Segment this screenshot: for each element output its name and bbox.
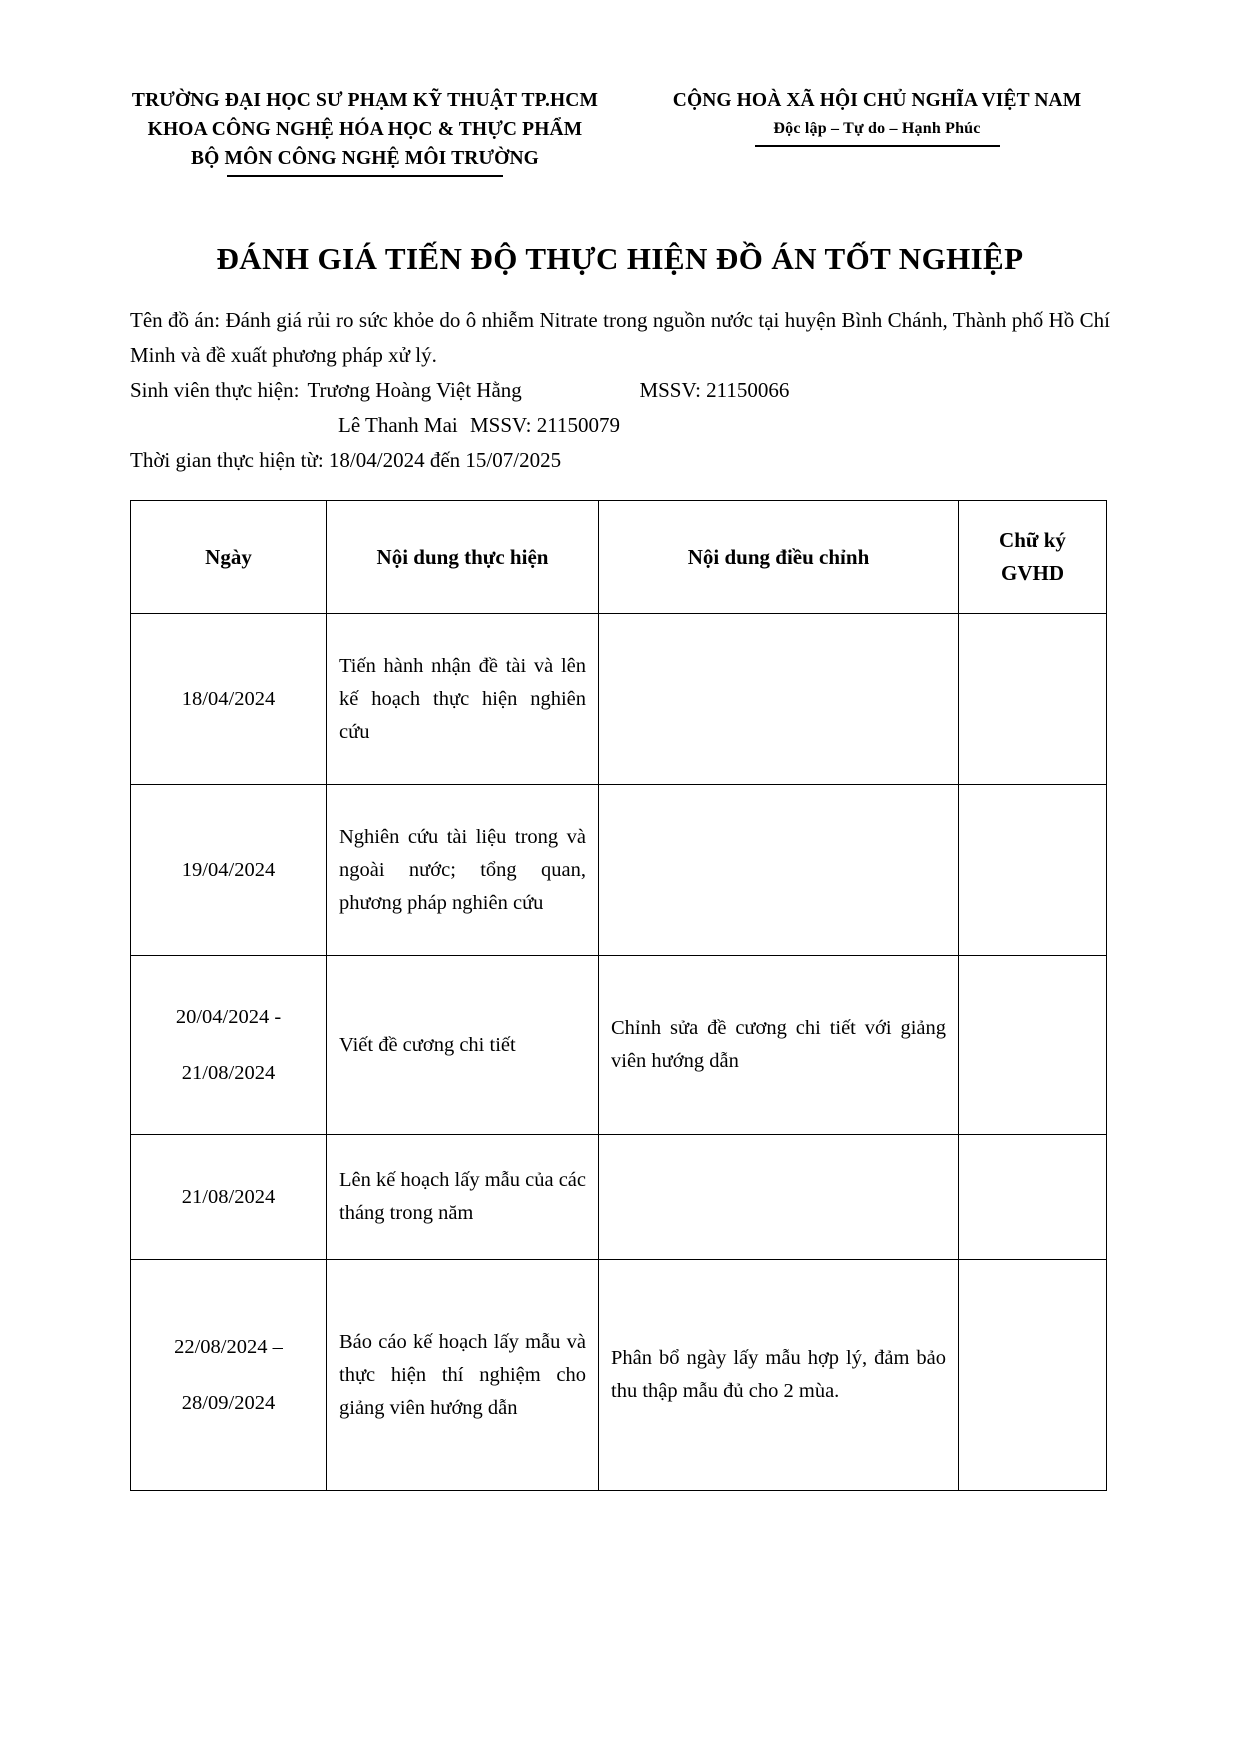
- cell-work: Tiến hành nhận đề tài và lên kế hoạch thực hiện nghiên cứu: [327, 614, 599, 785]
- student-row: [130, 408, 1110, 443]
- department-name: BỘ MÔN CÔNG NGHỆ MÔI TRƯỜNG: [190, 148, 539, 169]
- cell-signature[interactable]: [959, 614, 1107, 785]
- cell-work: Báo cáo kế hoạch lấy mẫu và thực hiện thí nghiệm cho giảng viên hướng dẫn: [327, 1260, 599, 1491]
- national-block: [662, 86, 1092, 147]
- column-header-date: Ngày: [131, 501, 327, 614]
- column-header-adjust: Nội dung điều chỉnh: [599, 501, 959, 614]
- cell-date: 18/04/2024: [131, 614, 327, 785]
- table-row: [131, 614, 1107, 785]
- cell-date-line2: 28/09/2024: [181, 1392, 276, 1414]
- cell-date: [131, 956, 327, 1135]
- student-id: MSSV: 21150079: [470, 413, 620, 437]
- header-divider-right: [755, 145, 1000, 147]
- cell-date-line2: 21/08/2024: [181, 1062, 276, 1084]
- country-name: CỘNG HOÀ XÃ HỘI CHỦ NGHĨA VIỆT NAM: [672, 90, 1082, 111]
- table-header-row: [131, 501, 1107, 614]
- student-id: MSSV: 21150066: [639, 378, 790, 402]
- cell-adjust: Chỉnh sửa đề cương chi tiết với giảng viên hướng dẫn: [599, 956, 959, 1135]
- table-row: [131, 1135, 1107, 1260]
- column-header-signature-line2: GVHD: [1001, 561, 1064, 585]
- page-title: ĐÁNH GIÁ TIẾN ĐỘ THỰC HIỆN ĐỒ ÁN TỐT NGHIỆP: [216, 241, 1024, 276]
- faculty-name: KHOA CÔNG NGHỆ HÓA HỌC & THỰC PHẨM: [147, 119, 583, 140]
- cell-signature[interactable]: [959, 1260, 1107, 1491]
- cell-date: 21/08/2024: [131, 1135, 327, 1260]
- period-line: Thời gian thực hiện từ: 18/04/2024 đến 15/07/2025: [130, 448, 562, 472]
- table-row: [131, 956, 1107, 1135]
- cell-date-line1: 20/04/2024 -: [175, 1006, 282, 1028]
- student-name: Trương Hoàng Việt Hằng: [307, 378, 522, 402]
- cell-adjust: [599, 1135, 959, 1260]
- institution-block: [130, 86, 600, 177]
- cell-adjust: Phân bổ ngày lấy mẫu hợp lý, đảm bảo thu thập mẫu đủ cho 2 mùa.: [599, 1260, 959, 1491]
- cell-work: Lên kế hoạch lấy mẫu của các tháng trong năm: [327, 1135, 599, 1260]
- table-row: [131, 785, 1107, 956]
- header-divider-left: [227, 175, 503, 177]
- student-name: Lê Thanh Mai: [338, 413, 458, 437]
- column-header-signature-line1: Chữ ký: [999, 528, 1066, 552]
- cell-date-line1: 22/08/2024 –: [174, 1336, 283, 1358]
- project-label: Tên đồ án:: [130, 308, 221, 332]
- project-name: Đánh giá rủi ro sức khỏe do ô nhiễm Nitrate trong nguồn nước tại huyện Bình Chánh, Thành phố Hồ Chí Minh và đề xuất phương pháp xử lý.: [130, 308, 1111, 367]
- university-name: TRƯỜNG ĐẠI HỌC SƯ PHẠM KỸ THUẬT TP.HCM: [131, 90, 599, 111]
- progress-table: [130, 500, 1107, 1491]
- table-row: [131, 1260, 1107, 1491]
- cell-signature[interactable]: [959, 785, 1107, 956]
- column-header-signature: [959, 501, 1107, 614]
- cell-work: Viết đề cương chi tiết: [327, 956, 599, 1135]
- intro-block: [130, 303, 1110, 478]
- cell-date: [131, 1260, 327, 1491]
- cell-signature[interactable]: [959, 956, 1107, 1135]
- cell-adjust: [599, 614, 959, 785]
- cell-adjust: [599, 785, 959, 956]
- national-motto: Độc lập – Tự do – Hạnh Phúc: [773, 120, 981, 137]
- column-header-work: Nội dung thực hiện: [327, 501, 599, 614]
- cell-work: Nghiên cứu tài liệu trong và ngoài nước; tổng quan, phương pháp nghiên cứu: [327, 785, 599, 956]
- students-label: Sinh viên thực hiện:: [130, 378, 300, 402]
- cell-date: 19/04/2024: [131, 785, 327, 956]
- document-header: [130, 86, 1110, 177]
- student-row: [130, 373, 1110, 408]
- cell-signature[interactable]: [959, 1135, 1107, 1260]
- project-line: [130, 303, 1110, 373]
